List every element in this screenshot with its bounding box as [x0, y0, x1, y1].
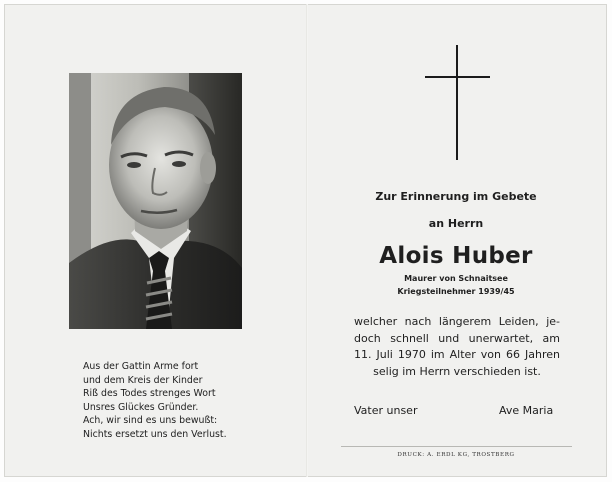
verse-line: Unsres Glückes Gründer.: [83, 401, 199, 413]
verse-line: Aus der Gattin Arme fort: [83, 361, 199, 372]
divider: [341, 446, 572, 447]
memorial-verse: [83, 360, 293, 442]
card-fold: [306, 4, 308, 477]
portrait-photo: [69, 73, 242, 329]
memorial-heading: Zur Erinnerung im Gebete: [375, 190, 537, 203]
memorial-to: an Herrn: [428, 217, 484, 230]
printer-imprint: DRUCK: A. ERDL KG, TROSTBERG: [397, 452, 515, 458]
cross-icon: [456, 45, 458, 160]
verse-line: Nichts ersetzt uns den Verlust.: [83, 428, 227, 440]
cross-icon-bar: [425, 76, 490, 78]
occupation: Maurer von Schnaitsee: [404, 274, 508, 283]
obituary-line: selig im Herrn verschieden ist.: [373, 364, 541, 378]
prayer-left: Vater unser: [354, 404, 418, 417]
war-service: Kriegsteilnehmer 1939/45: [397, 287, 515, 296]
prayer-right: Ave Maria: [499, 404, 554, 417]
deceased-name: Alois Huber: [379, 243, 533, 269]
obituary-line: welcher nach längerem Leiden, je-: [354, 315, 560, 328]
obituary-line: doch schnell und unerwartet, am: [354, 331, 560, 345]
verse-line: und dem Kreis der Kinder: [83, 374, 203, 386]
verse-line: Riß des Todes strenges Wort: [83, 388, 216, 400]
obituary-text: [354, 314, 560, 380]
obituary-line: 11. Juli 1970 im Alter von 66 Jahren: [354, 348, 560, 361]
verse-line: Ach, wir sind es uns bewußt:: [83, 415, 218, 427]
